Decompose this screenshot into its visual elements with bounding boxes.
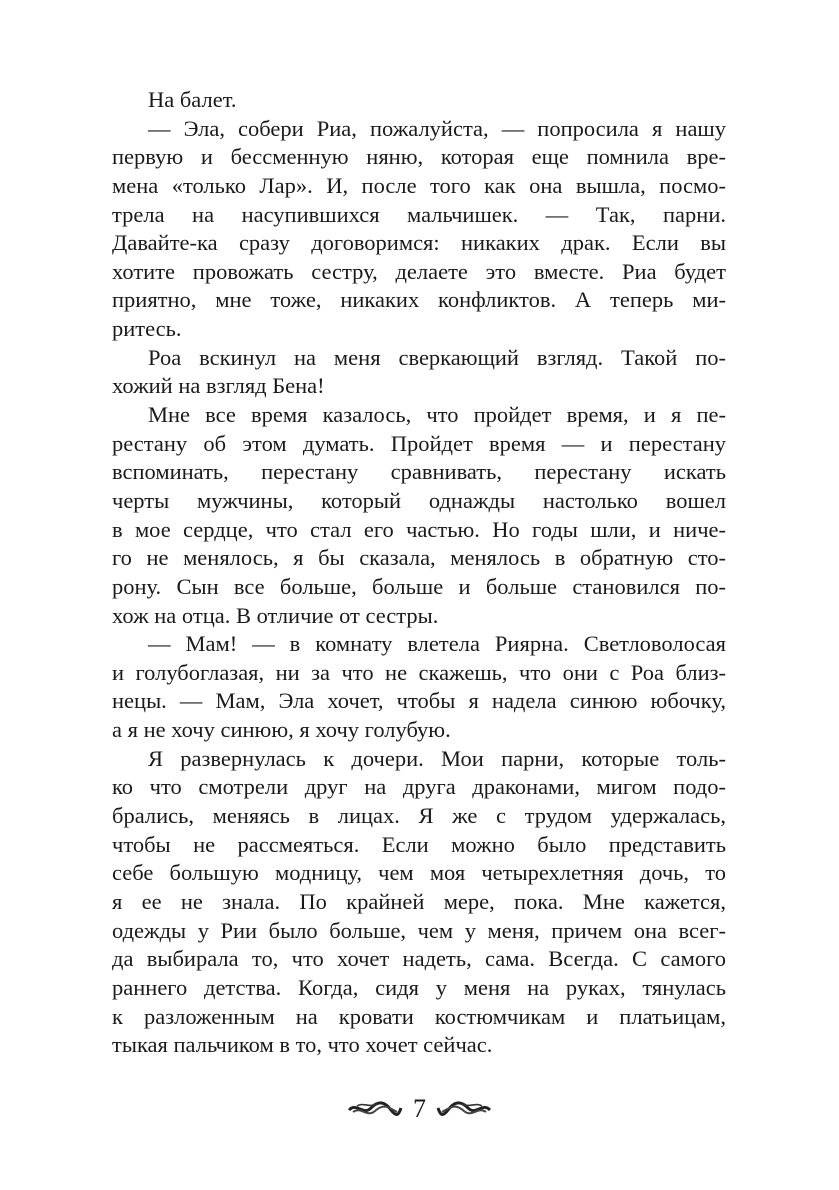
text-line: трела на насупившихся мальчишек. — Так, парни. <box>112 201 726 227</box>
text-line: ритесь. <box>112 316 182 342</box>
text-line: го не менялось, я бы сказала, менялось в обратную сто- <box>112 545 726 571</box>
text-line: а я не хочу синюю, я хочу голубую. <box>112 717 451 743</box>
text-line: Я развернулась к дочери. Мои парни, которые толь- <box>148 745 726 771</box>
page-number: 7 <box>413 1094 426 1123</box>
text-line: я ее не знала. По крайней мере, пока. Мне кажется, <box>112 888 726 914</box>
text-line: раннего детства. Когда, сидя у меня на руках, тянулась <box>112 974 726 1000</box>
text-line: и голубоглазая, ни за что не скажешь, что они с Роа близ- <box>112 659 726 685</box>
ornament-left-icon <box>347 1098 403 1120</box>
text-line: Роа вскинул на меня сверкающий взгляд. Такой по- <box>148 344 726 370</box>
text-line: хотите провожать сестру, делаете это вместе. Риа будет <box>112 258 726 284</box>
body-text <box>112 86 726 1060</box>
text-line: Мне все время казалось, что пройдет время, и я пе- <box>148 402 726 428</box>
text-line: в мое сердце, что стал его частью. Но годы шли, и ниче- <box>112 516 726 542</box>
text-line: хож на отца. В отличие от сестры. <box>112 602 439 628</box>
text-line: вспоминать, перестану сравнивать, перестану искать <box>112 459 726 485</box>
text-line: рестану об этом думать. Пройдет время — и перестану <box>112 430 726 456</box>
text-line: брались, меняясь в лицах. Я же с трудом удержалась, <box>112 803 726 829</box>
text-line: мена «только Лар». И, после того как она вышла, посмо- <box>112 172 726 198</box>
text-line: приятно, мне тоже, никаких конфликтов. А теперь ми- <box>112 287 726 313</box>
text-line: ко что смотрели друг на друга драконами, мигом подо- <box>112 774 726 800</box>
text-line: черты мужчины, который однажды настолько вошел <box>112 487 726 513</box>
text-line: На балет. <box>148 87 237 112</box>
text-line: нецы. — Мам, Эла хочет, чтобы я надела синюю юбочку, <box>112 688 726 714</box>
text-line: Давайте-ка сразу договоримся: никаких драк. Если вы <box>112 230 726 256</box>
text-line: да выбирала то, что хочет надеть, сама. Всегда. С самого <box>112 946 726 972</box>
text-line: тыкая пальчиком в то, что хочет сейчас. <box>112 1032 493 1058</box>
ornament-right-icon <box>436 1098 492 1120</box>
text-line: — Эла, собери Риа, пожалуйста, — попросила я нашу <box>148 115 726 141</box>
text-line: рону. Сын все больше, больше и больше становился по- <box>112 573 726 599</box>
text-line: первую и бессменную няню, которая еще помнила вре- <box>112 144 726 170</box>
text-line: одежды у Рии было больше, чем у меня, причем она всег- <box>112 917 726 943</box>
text-line: себе большую модницу, чем моя четырехлетняя дочь, то <box>112 860 726 886</box>
text-line: — Мам! — в комнату влетела Риярна. Светловолосая <box>148 631 726 657</box>
text-line: к разложенным на кровати костюмчикам и платьицам, <box>112 1003 726 1029</box>
text-line: чтобы не рассмеяться. Если можно было представить <box>112 831 726 857</box>
text-line: хожий на взгляд Бена! <box>112 373 325 399</box>
page-footer <box>0 1092 839 1126</box>
